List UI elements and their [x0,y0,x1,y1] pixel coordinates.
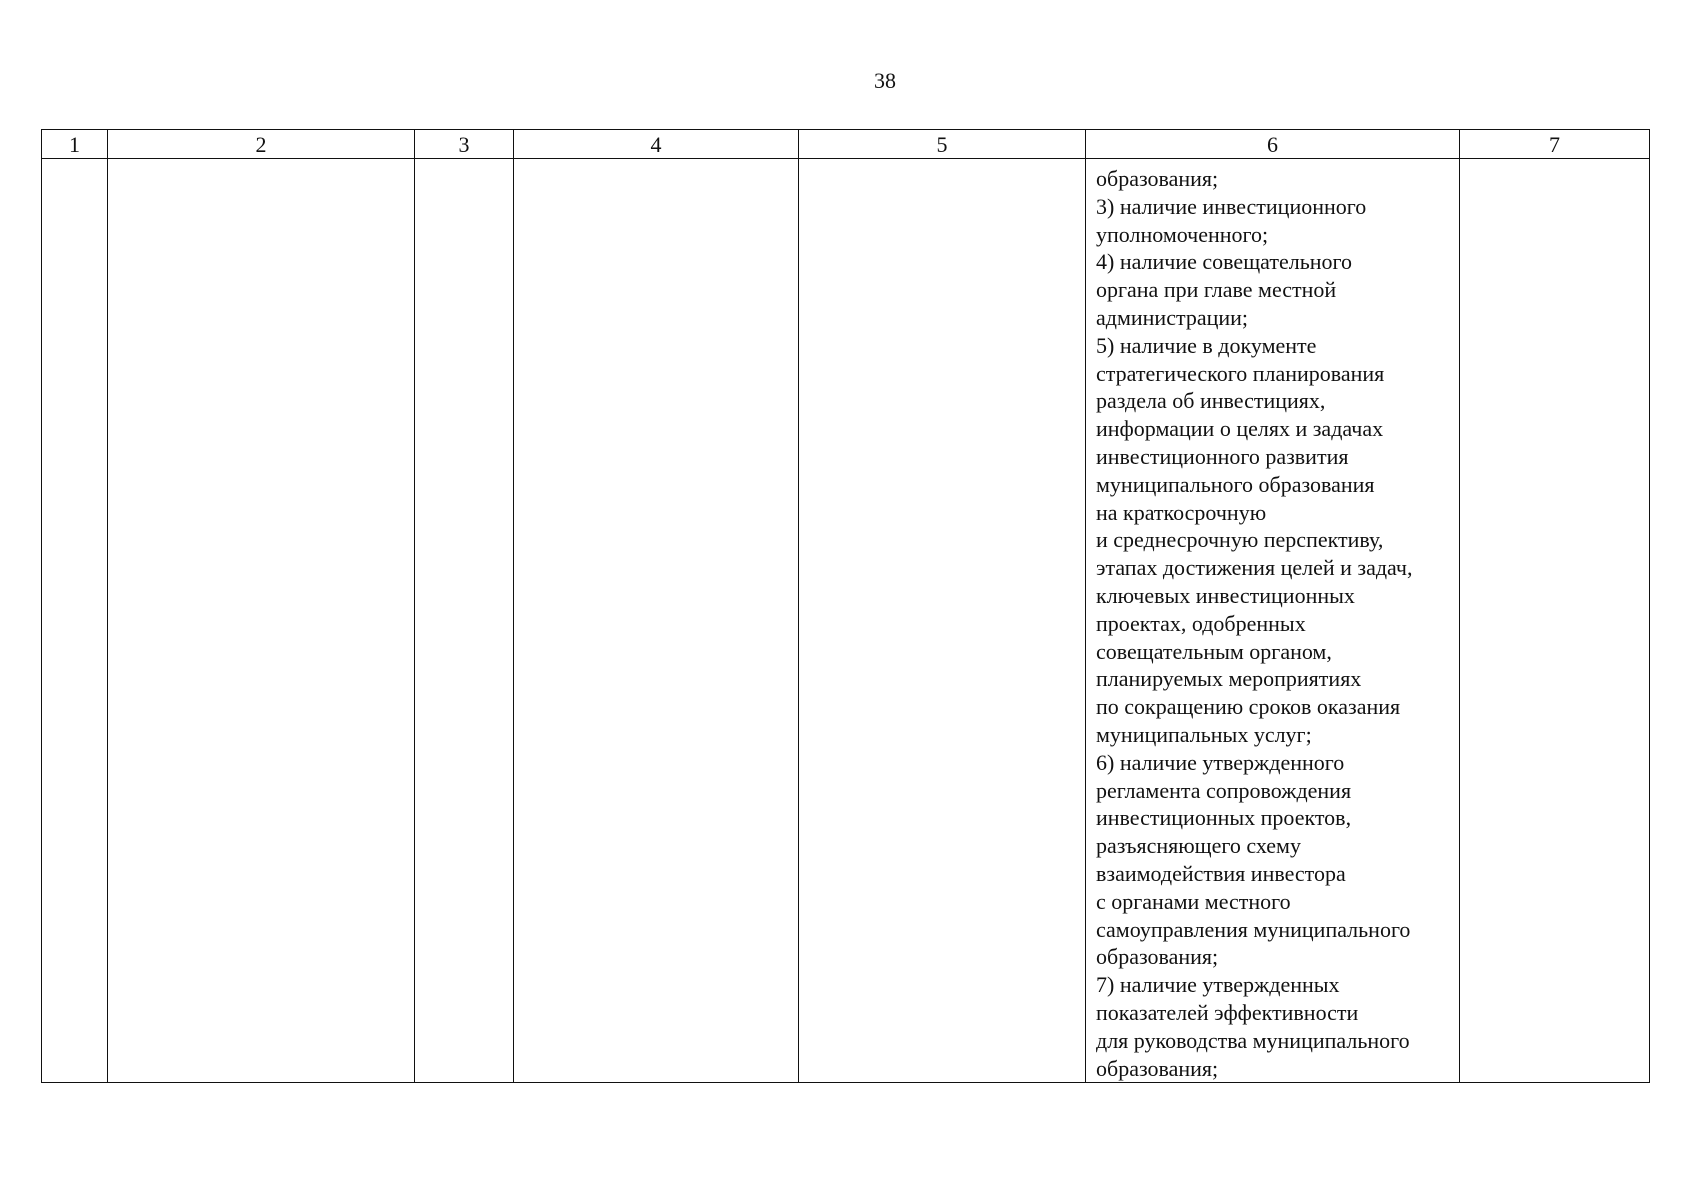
cell-text-line: и среднесрочную перспективу, [1096,527,1384,553]
cell-text-line: инвестиционных проектов, [1096,805,1352,831]
cell-text-line: инвестиционного развития [1096,443,1349,469]
cell-text-line: проектах, одобренных [1096,610,1306,636]
cell-text-line: раздела об инвестициях, [1096,388,1326,414]
cell-text-line: показателей эффективности [1096,999,1359,1025]
page-number: 38 [874,68,896,93]
cell-text-line: ключевых инвестиционных [1096,582,1355,608]
column-header-3: 3 [415,130,514,159]
table-cell-col-3 [415,159,514,1083]
cell-text-line: 7) наличие утвержденных [1096,972,1340,998]
table-cell-col-2 [108,159,415,1083]
table-header-row [42,130,1650,159]
column-header-2: 2 [108,130,415,159]
table-cell-col-5 [799,159,1086,1083]
cell-text-line: разъясняющего схему [1096,833,1301,859]
cell-text-line: 6) наличие утвержденного [1096,749,1345,775]
column-header-7: 7 [1460,130,1650,159]
cell-text-line: этапах достижения целей и задач, [1096,555,1413,581]
column-header-4: 4 [514,130,799,159]
cell-text-line: органа при главе местной [1096,277,1337,303]
table-body [42,159,1650,1083]
cell-text-line: 5) наличие в документе [1096,332,1317,358]
table-cell-col-6 [1086,159,1460,1083]
cell-text-line: 3) наличие инвестиционного [1096,193,1367,219]
table-cell-col-1 [42,159,108,1083]
cell-text-line: муниципальных услуг; [1096,721,1312,747]
cell-text-line: на краткосрочную [1096,499,1267,525]
document-table [41,129,1650,1083]
cell-text-line: по сокращению сроков оказания [1096,694,1401,720]
cell-text-line: регламента сопровождения [1096,777,1352,803]
table-cell-col-7 [1460,159,1650,1083]
table-cell-col-4 [514,159,799,1083]
cell-text [415,159,513,165]
cell-text [1086,159,1459,1082]
cell-text-line: уполномоченного; [1096,221,1269,247]
cell-text-line: муниципального образования [1096,471,1375,497]
column-header-1: 1 [42,130,108,159]
cell-text-line: 4) наличие совещательного [1096,249,1352,275]
cell-text [1460,159,1649,165]
cell-text-line: образования; [1096,1055,1219,1081]
cell-text-line: взаимодействия инвестора [1096,860,1346,886]
cell-text-line: образования; [1096,944,1219,970]
cell-text-line: стратегического планирования [1096,360,1385,386]
cell-text-line: образования; [1096,166,1219,191]
column-header-5: 5 [799,130,1086,159]
cell-text [799,159,1085,165]
cell-text-line: самоуправления муниципального [1096,916,1411,942]
table-row [42,159,1650,1083]
cell-text-line: информации о целях и задачах [1096,416,1384,442]
cell-text-line: для руководства муниципального [1096,1027,1410,1053]
cell-text-line: с органами местного [1096,888,1291,914]
cell-text-line: планируемых мероприятиях [1096,666,1362,692]
cell-text [42,159,107,165]
cell-text [108,159,414,165]
cell-text-line: совещательным органом, [1096,638,1332,664]
cell-text-line: администрации; [1096,304,1249,330]
cell-text [514,159,798,165]
column-header-6: 6 [1086,130,1460,159]
